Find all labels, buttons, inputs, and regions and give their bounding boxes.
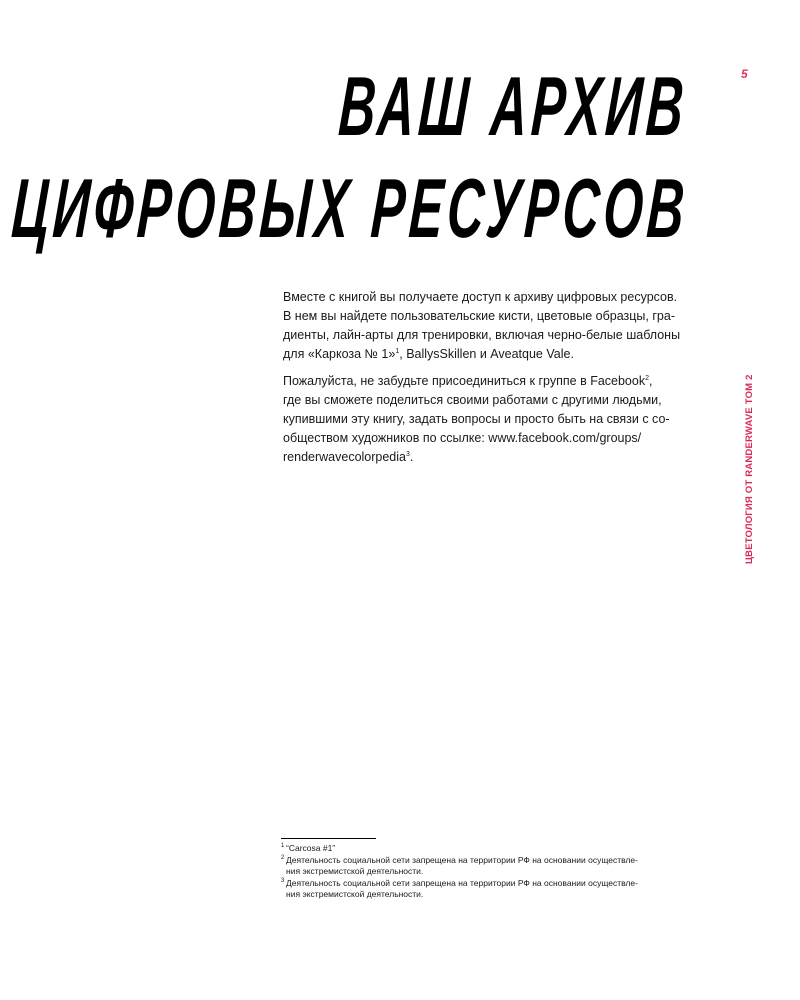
footnote-number: 1: [281, 843, 285, 849]
footnote-number: 3: [281, 877, 285, 884]
footnote-number: 2: [281, 854, 285, 861]
text-line: Вместе с книгой вы получаете доступ к архиву цифровых ресурсов.: [283, 290, 678, 304]
text-line: где вы сможете поделиться своими работами с другими людьми,: [283, 393, 662, 407]
footnote-ref-1[interactable]: 1: [395, 348, 400, 355]
text-line: Пожалуйста, не забудьте присоединиться к группе в Facebook$^2$,: [283, 374, 653, 388]
footnote-text: ния экстремистской деятельности.: [286, 866, 424, 876]
text-line: для «Каркоза № 1»$^1$, BallysSkillen и Aveatque Vale.: [283, 347, 574, 361]
text-line: обществом художников по ссылке: www.facebook.com/groups/: [283, 431, 642, 445]
text-line: В нем вы найдете пользовательские кисти, цветовые образцы, гра-: [283, 309, 675, 323]
text-line: renderwavecolorpedia$^3$.: [283, 450, 414, 464]
footnotes: [281, 843, 701, 901]
page-number: 5: [741, 67, 748, 81]
footnote-text: ния экстремистской деятельности.: [286, 889, 424, 899]
title-line-1: ВАШ АРХИВ: [336, 60, 691, 154]
footnote-2: [281, 855, 701, 878]
footnote-text: Деятельность социальной сети запрещена на территории РФ на основании осуществле-: [286, 854, 638, 865]
footnote-3: [281, 878, 701, 901]
footnote-1: [281, 843, 701, 855]
text-line: купившими эту книгу, задать вопросы и просто быть на связи с со-: [283, 412, 670, 426]
footnote-divider: [281, 838, 376, 839]
body-text: [283, 288, 693, 475]
paragraph-2: [283, 372, 693, 467]
title-line-2: ЦИФРОВЫХ РЕСУРСОВ: [8, 162, 691, 256]
footnote-ref-3[interactable]: 3: [406, 451, 410, 458]
footnote-ref-2[interactable]: 2: [645, 375, 649, 382]
paragraph-1: [283, 288, 693, 364]
footnote-text: “Carcosa #1”: [286, 843, 336, 853]
running-head: ЦВЕТОЛОГИЯ ОТ RANDERWAVE ТОМ 2: [744, 374, 755, 564]
text-line: диенты, лайн-арты для тренировки, включая черно-белые шаблоны: [283, 328, 681, 342]
footnote-text: Деятельность социальной сети запрещена на территории РФ на основании осуществле-: [286, 877, 638, 888]
